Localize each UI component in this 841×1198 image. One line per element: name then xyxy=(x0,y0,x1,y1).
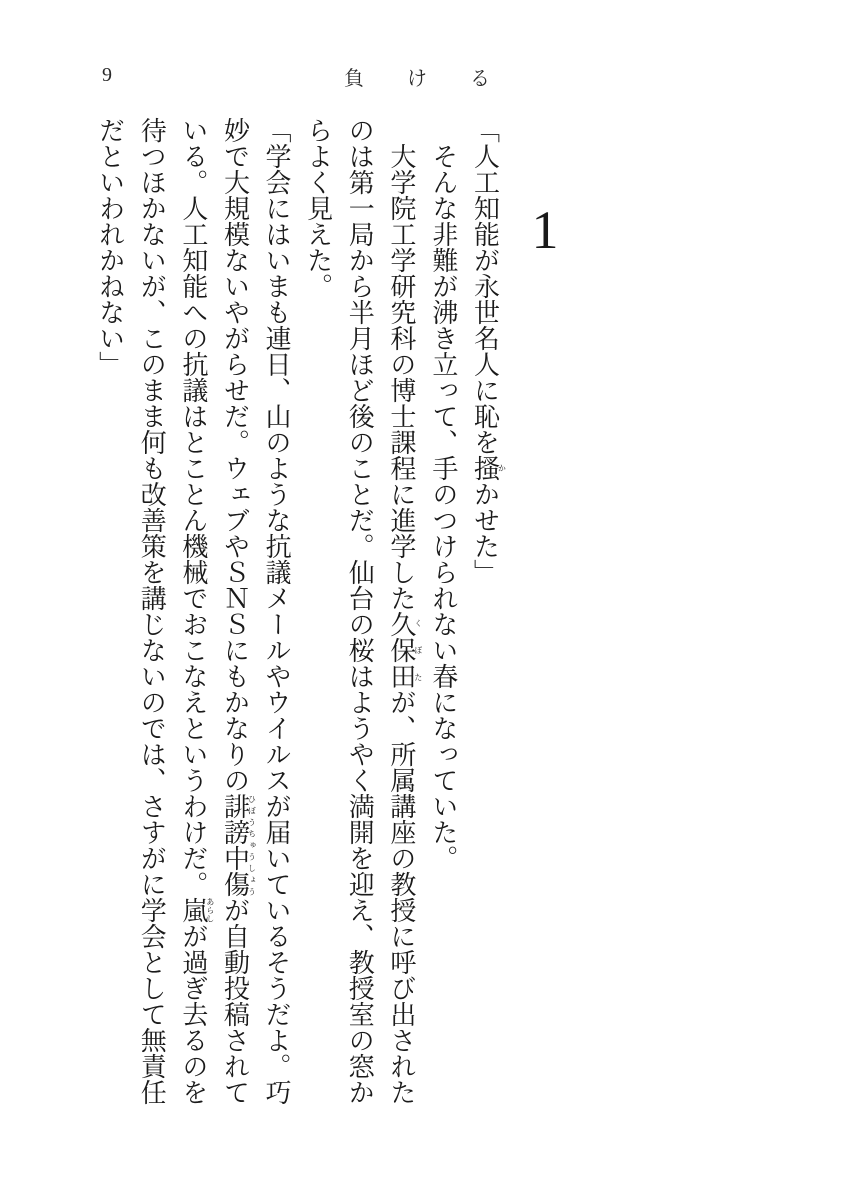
body-text xyxy=(89,117,506,1105)
furigana: ひぼうちゅうしょう xyxy=(247,793,257,897)
page-number: 9 xyxy=(102,64,112,86)
paragraph: 大学院工学研究科の博士課程に進学した久保田くぼたが、所属講座の教授に呼び出されたのは第一局から半月ほど後のことだ。仙台の桜はようやく満開を迎え、教授室の窓からよく見えた。 xyxy=(303,117,423,1105)
running-title: 負ける xyxy=(344,68,533,90)
paragraph: 「人工知能が永世名人に恥を搔かかせた」 xyxy=(470,117,507,585)
furigana: あらし xyxy=(205,897,215,923)
ruby-word: 久保田くぼた xyxy=(386,611,423,689)
furigana: くぼた xyxy=(413,611,423,689)
paragraph: 「学会にはいまも連日、山のような抗議メールやウイルスが届いているそうだよ。巧妙で大規模ないやがらせだ。ウェブやＳＮＳにもかなりの誹謗中傷ひぼうちゅうしょうが自動投稿されている。人工知能への抗議はとことん機械でおこなえというわけだ。嵐あらしが過ぎ去るのを待つほかないが、このまま何も改善策を講じないのでは、さすがに学会として無責任だといわれかねない」 xyxy=(95,117,292,1105)
furigana: か xyxy=(497,455,507,481)
ruby-word: 搔か xyxy=(470,455,507,481)
chapter-number: 1 xyxy=(531,200,559,260)
ruby-word: 嵐あらし xyxy=(178,897,215,923)
ruby-word: 誹謗中傷ひぼうちゅうしょう xyxy=(220,793,257,897)
paragraph: そんな非難が沸き立って、手のつけられない春になっていた。 xyxy=(428,143,458,871)
